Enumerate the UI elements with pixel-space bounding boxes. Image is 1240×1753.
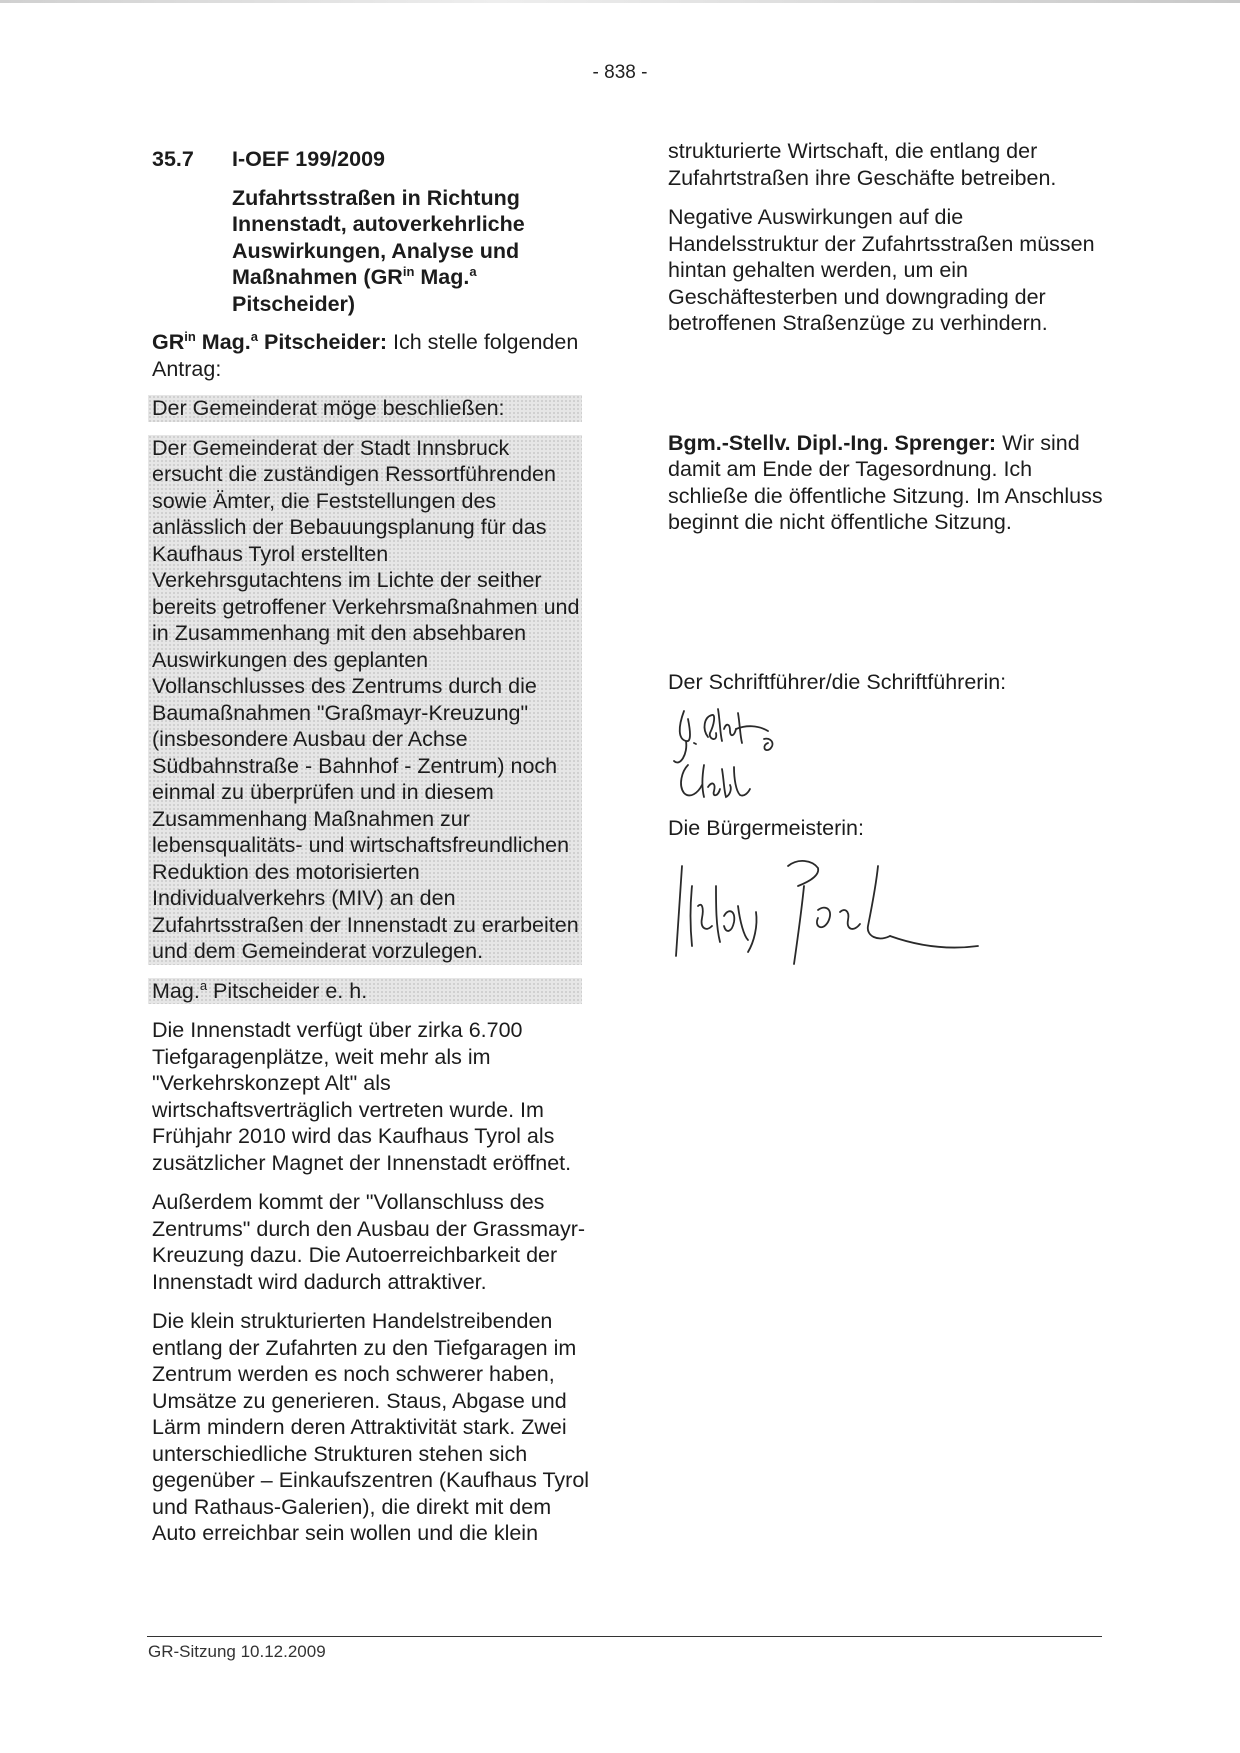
- speaker-name-text: GR: [152, 330, 185, 354]
- scan-edge: [0, 0, 1240, 3]
- body-paragraph: Außerdem kommt der "Vollanschluss des Zentrums" durch den Ausbau der Grassmayr-Kreuzung dazu. Die Autoerreichbarkeit der Innenstadt wird dadurch attraktiver.: [152, 1190, 586, 1294]
- item-title-text: Mag.: [414, 265, 470, 289]
- sign-off: [148, 978, 582, 1005]
- footer-divider: [147, 1636, 1102, 1637]
- body-paragraph: strukturierte Wirtschaft, die entlang der Zufahrtstraßen ihre Geschäfte betreiben.: [668, 139, 1057, 190]
- item-code: I-OEF 199/2009: [232, 147, 385, 171]
- secretary-label: Der Schriftführer/die Schriftführerin:: [668, 669, 1007, 694]
- item-title-text: Pitscheider): [232, 291, 356, 316]
- title-superscript: in: [402, 263, 415, 279]
- page-number: - 838 -: [592, 62, 648, 83]
- speaker-statement: [152, 329, 592, 382]
- resolution-text: Der Gemeinderat der Stadt Innsbruck ersucht die zuständigen Ressortführenden sowie Ämter, die Feststellungen des anlässlich der Bebauungsplanung für das Kaufhaus Tyrol erstellten Verkehrsgutachtens im Lichte der seither bereits getroffener Verkehrsmaßnahmen und in Zusammenhang mit den absehbaren Auswirkungen des geplanten Vollanschlusses des Zentrums durch die Baumaßnahmen "Graßmayr-Kreuzung" (insbesondere Ausbau der Achse Südbahnstraße - Bahnhof - Zentrum) noch einmal zu überprüfen und in diesem Zusammenhang Maßnahmen zur lebensqualitäts- und wirtschaftsfreundlichen Reduktion des motorisierten Individualverkehrs (MIV) an den Zufahrtsstraßen der Innenstadt zu erarbeiten und dem Gemeinderat vorzulegen.: [148, 435, 582, 965]
- item-title: [232, 185, 592, 318]
- sign-off-text: Mag.: [152, 978, 200, 1003]
- body-paragraph: Die Innenstadt verfügt über zirka 6.700 Tiefgaragenplätze, weit mehr als im "Verkehrskonzept Alt" als wirtschaftsverträglich vertreten wurde. Im Frühjahr 2010 wird das Kaufhaus Tyrol als zusätzlicher Magnet der Innenstadt eröffnet.: [152, 1018, 572, 1175]
- left-column: [152, 146, 592, 1560]
- body-paragraph: Die klein strukturierten Handelstreibenden entlang der Zufahrten zu den Tiefgaragen im Zentrum werden es noch schwerer haben, Umsätze zu generieren. Staus, Abgase und Lärm mindern deren Attraktivität stark. Zwei unterschiedliche Strukturen stehen sich gegenüber – Einkaufszentren (Kaufhaus Tyrol und Rathaus-Galerien), die direkt mit dem Auto erreichbar sein wollen und die klein: [152, 1309, 590, 1545]
- closing-statement: [668, 430, 1108, 536]
- speaker-text: Wir sind damit am Ende der Tagesordnung. Ich schließe die öffentliche Sitzung. Im Anschluss beginnt die nicht öffentliche Sitzung.: [668, 430, 1103, 534]
- speaker-name: Bgm.-Stellv. Dipl.-Ing. Sprenger:: [668, 430, 997, 455]
- resolution-intro: Der Gemeinderat möge beschließen:: [148, 395, 582, 422]
- sign-off-superscript: a: [199, 977, 208, 993]
- spacer: [668, 549, 1108, 669]
- footer-session-date: GR-Sitzung 10.12.2009: [148, 1642, 326, 1661]
- right-column: [668, 138, 1108, 972]
- agenda-item-header: [152, 146, 592, 173]
- speaker-text: Ich stelle folgenden Antrag:: [152, 330, 579, 381]
- item-title-text: Zufahrtsstraßen in Richtung Innenstadt, autoverkehrliche Auswirkungen, Analyse und Maßnahmen (GR: [232, 185, 525, 289]
- sign-off-text: Pitscheider e. h.: [207, 978, 368, 1003]
- item-number: 35.7: [152, 147, 194, 171]
- spacer: [668, 350, 1108, 430]
- mayor-label: Die Bürgermeisterin:: [668, 816, 864, 840]
- speaker-superscript: a: [250, 328, 258, 344]
- mayor-signature: [668, 846, 988, 966]
- title-superscript: a: [469, 263, 477, 279]
- speaker-name-text: Pitscheider:: [258, 330, 388, 354]
- speaker-name-text: Mag.: [195, 330, 251, 354]
- speaker-name: [152, 330, 387, 354]
- speaker-superscript: in: [184, 328, 196, 344]
- body-paragraph: Negative Auswirkungen auf die Handelsstruktur der Zufahrtsstraßen müssen hintan gehalten werden, um ein Geschäftesterben und downgrading der betroffenen Straßenzüge zu verhindern.: [668, 205, 1095, 335]
- secretary-signature: [668, 699, 828, 809]
